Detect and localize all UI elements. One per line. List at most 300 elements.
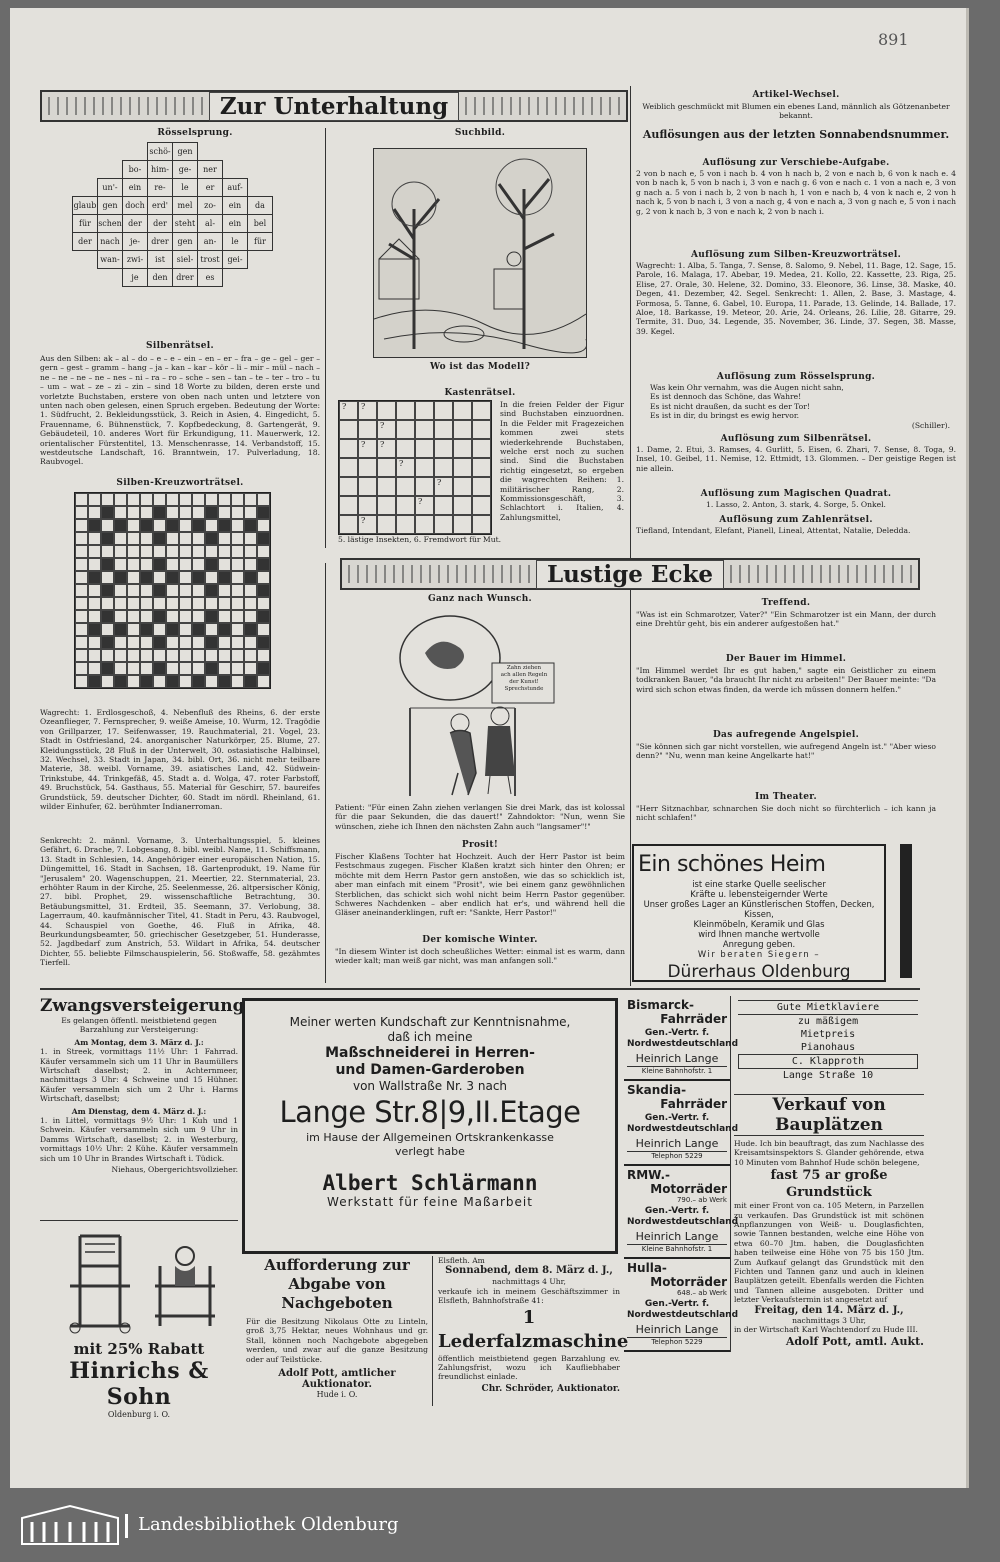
- crossword-cell: [88, 584, 101, 597]
- roessel-cell: [98, 269, 123, 287]
- kasten-cell: [472, 496, 491, 515]
- crossword-cell: [244, 675, 257, 688]
- kasten-cell: [339, 515, 358, 534]
- crossword-cell: [153, 610, 166, 623]
- crossword-cell: [153, 675, 166, 688]
- crossword-cell: [218, 662, 231, 675]
- roessel-cell: [223, 143, 248, 161]
- crossword-cell: [114, 558, 127, 571]
- crossword-cell: [257, 649, 270, 662]
- crossword-cell: [257, 584, 270, 597]
- crossword-cell: [179, 545, 192, 558]
- roessel-cell: den: [148, 269, 173, 287]
- silbenraetsel-solution-text: 1. Dame, 2. Etui, 3. Ramses, 4. Gurlitt, 5. Eisen, 6. Zhari, 7. Sense, 8. Toga, 9. Insel, 10. Geibel, 11. Nemise, 12. Ettmidt, 13. Glommen. – Der geistige Regen ist nie allein.: [636, 445, 956, 473]
- crossword-cell: [75, 675, 88, 688]
- kasten-cell: ?: [358, 515, 377, 534]
- silbenraetsel-text: Aus den Silben: ak – al – do – e – e – ein – en – er – fra – ge – gel – ger – gern – gest – gramm – hang – ja – kan – kar – kör – li – mir – mül – nach – ne – ne – ne – ne – nes – ni – ra – ro – sche – sen – tan – te – ter – tro – tu – um – wat – ze – zi – zin – sind 18 Worte zu bilden, deren erste und vorletzte Buchstaben, erstere von oben nach unten und letztere von unten nach oben gelesen, einen Spruch ergeben. Bedeutung der Worte: 1. Südfrucht, 2. Bekleidungsstück, 3. Reich in Asien, 4. Eingedicht, 5. Frauenname, 6. Bühnenstück, 7. Kopfbedeckung, 8. Gartengerät, 9. Gebäudeteil, 10. anderes Wort für Erkundigung, 11. Mauerwerk, 12. orientalischer Fürstentitel, 13. Menschenrasse, 14. Verbandstoff, 15. westdeutsche Landschaft, 16. Branntwein, 17. Pulverladung, 18. Raubvogel.: [40, 354, 320, 467]
- crossword-cell: [179, 662, 192, 675]
- crossword-cell: [101, 649, 114, 662]
- roessel-cell: le: [173, 179, 198, 197]
- crossword-cell: [231, 623, 244, 636]
- crossword-cell: [257, 597, 270, 610]
- crossword-cell: [205, 649, 218, 662]
- crossword-cell: [153, 558, 166, 571]
- kasten-cell: [358, 420, 377, 439]
- roessel-cell: ge-: [173, 161, 198, 179]
- crossword-cell: [257, 636, 270, 649]
- kasten-cell: [415, 420, 434, 439]
- crossword-cell: [127, 545, 140, 558]
- crossword-cell: [114, 610, 127, 623]
- bauplatz-big: fast 75 ar große Grundstück: [770, 1168, 888, 1201]
- kasten-cell: [339, 496, 358, 515]
- roessel-cell: schö-: [148, 143, 173, 161]
- crossword-cell: [257, 623, 270, 636]
- crossword-cell: [166, 584, 179, 597]
- zahlen-solution-title: Auflösung zum Zahlenrätsel.: [719, 515, 873, 525]
- crossword-cell: [114, 623, 127, 636]
- poem-line: Was kein Ohr vernahm, was die Augen nicht sahn,: [650, 383, 844, 392]
- crossword-cell: [140, 558, 153, 571]
- roessel-cell: nach: [98, 233, 123, 251]
- schlaermann-from: von Wallstraße Nr. 3 nach: [352, 1079, 508, 1093]
- crossword-cell: [244, 532, 257, 545]
- lange-ad-firm: Heinrich Lange: [635, 1323, 719, 1336]
- winter-text: "In diesem Winter ist doch scheußliches Wetter: einmal ist es warm, dann wieder kalt; man weiß gar nicht, was man anfangen soll.": [335, 947, 625, 966]
- crossword-cell: [205, 545, 218, 558]
- heim-body: [634, 879, 884, 959]
- kasten-cell: [434, 515, 453, 534]
- kasten-cell: [453, 420, 472, 439]
- poem-line: Es ist nicht draußen, da sucht es der Tor!: [650, 401, 810, 411]
- roessel-cell: gen: [173, 233, 198, 251]
- page-number: 891: [878, 30, 909, 49]
- crossword-cell: [257, 493, 270, 506]
- crossword-cell: [244, 558, 257, 571]
- crossword-cell: [257, 532, 270, 545]
- crossword-cell: [75, 649, 88, 662]
- verschiebe-text: 2 von b nach e, 5 von i nach b. 4 von h nach b, 2 von e nach b, 6 von k nach e. 4 von b nach k, 5 von b nach i, 3 von e nach g. 6 von e nach c. 1 von a nach e, 3 von g nach a. 5 von i nach b, 2 von b nach h, 1 von e nach b, 4 von k nach e, 2 von h nach k, 5 von b nach i, 3 von a nach g, 4 von e nach a, 3 von g nach e, 5 von i nach g, 2 von k nach b, 3 von e nach k, 2 von b nach i.: [636, 169, 956, 216]
- kasten-cell: [472, 515, 491, 534]
- crossword-cell: [127, 506, 140, 519]
- bauplatz-date: Freitag, den 14. März d. J.,: [754, 1304, 904, 1316]
- theater-title: Im Theater.: [755, 792, 817, 802]
- heim-line: wird Ihnen manche wertvolle: [698, 929, 820, 939]
- crossword-cell: [166, 623, 179, 636]
- kasten-cell: [377, 401, 396, 420]
- lederfalz-date: Sonnabend, dem 8. März d. J.,: [445, 1265, 613, 1277]
- crossword-cell: [257, 558, 270, 571]
- section-rule: [40, 988, 920, 990]
- crossword-cell: [179, 623, 192, 636]
- kasten-cell: [339, 477, 358, 496]
- crossword-cell: [101, 610, 114, 623]
- ganz-text: Patient: "Für einen Zahn ziehen verlangen Sie drei Mark, das ist kolossal für die paar Sekunden, die das dauert!" Zahndoktor: "Nun, wenn Sie wünschen, ziehe ich Ihnen den nächsten Zahn auch "langsamer"!": [335, 803, 625, 831]
- crossword-cell: [218, 675, 231, 688]
- roessel-cell: trost: [198, 251, 223, 269]
- zwang-ad: [40, 996, 245, 1175]
- crossword-cell: [101, 545, 114, 558]
- crossword-cell: [244, 519, 257, 532]
- kreuzwort-waagerecht: Wagrecht: 1. Erdlosgeschoß, 4. Nebenfluß des Rheins, 6. der erste Ozeanflieger, 7. Fernsprecher, 9. weiße Ameise, 10. Wurm, 12. Tragödie von Grillparzer, 17. Seifenwasser, 19. Rauchmaterial, 21. Vogel, 23. Stadt in Ostfriesland, 24. anorganischer Naturkörper, 25. Blume, 27. Kleidungsstück, 28 Fluß in der Unterwelt, 30. ostasiatische Halbinsel, 32. Wechsel, 33. Stadt in Japan, 34. bibl. Ort, 36. nicht mehr teilbare Materie, 38. weibl. Vorname, 39. asiatisches Land, 42. Südwein-Trinkstube, 44. Trinkgefäß, 45. Stadt a. d. Wolga, 47. roter Farbstoff, 49. Bruchstück, 54. Gasthaus, 55. Material für Geschirr, 57. baureifes Grundstück, 59. deutscher Dichter, 60. Stadt im nördl. Rheinland, 61. wilder Einhufer, 62. berühmter Indianerroman.: [40, 708, 320, 812]
- crossword-cell: [127, 623, 140, 636]
- crossword-cell: [75, 519, 88, 532]
- schlaermann-ad: [242, 998, 618, 1254]
- crossword-cell: [192, 675, 205, 688]
- crossword-cell: [75, 636, 88, 649]
- lange-ad-addr: Kleine Bahnhofstr. 1: [627, 1066, 727, 1076]
- crossword-cell: [153, 662, 166, 675]
- crossword-cell: [88, 675, 101, 688]
- sign-line: der Kunst!: [509, 679, 539, 685]
- artikel-text: Weiblich geschmückt mit Blumen ein ebenes Land, männlich als Götzenanbeter bekannt.: [642, 102, 950, 121]
- schlaermann-name: Albert Schlärmann: [322, 1171, 538, 1195]
- sign-line: ach allen Regeln: [500, 672, 548, 678]
- lange-ad-addr: Kleine Bahnhofstr. 1: [627, 1244, 727, 1254]
- library-building-icon: [20, 1504, 120, 1546]
- crossword-cell: [127, 610, 140, 623]
- lange-ad-price: 790.– ab Werk: [676, 1196, 727, 1204]
- crossword-cell: [127, 597, 140, 610]
- kasten-cell: [453, 401, 472, 420]
- crossword-cell: [179, 597, 192, 610]
- heim-line: ist eine starke Quelle seelischer: [692, 879, 826, 889]
- kreuzwort-grid: [74, 492, 271, 689]
- crossword-cell: [153, 623, 166, 636]
- crossword-cell: [231, 532, 244, 545]
- crossword-cell: [192, 597, 205, 610]
- lange-ad-vert: Gen.-Vertr. f. Nordwestdeutschland: [627, 1028, 739, 1049]
- crossword-cell: [88, 519, 101, 532]
- crossword-cell: [140, 636, 153, 649]
- crossword-cell: [205, 610, 218, 623]
- lange-ad-vert: Gen.-Vertr. f. Nordwestdeutschland: [627, 1113, 739, 1134]
- kasten-cell: ?: [377, 439, 396, 458]
- roessel-cell: wan-: [98, 251, 123, 269]
- crossword-cell: [101, 675, 114, 688]
- unterhaltung-title: Zur Unterhaltung: [209, 92, 459, 121]
- crossword-cell: [231, 571, 244, 584]
- crossword-cell: [140, 597, 153, 610]
- roessel-cell: [98, 143, 123, 161]
- silben-kreuzwort-title: Silben-Kreuzworträtsel.: [116, 478, 244, 488]
- roessel-cell: [248, 161, 273, 179]
- crossword-cell: [140, 506, 153, 519]
- crossword-cell: [218, 506, 231, 519]
- heim-firm: Dürerhaus Oldenburg: [667, 962, 851, 982]
- artikel-title: Artikel-Wechsel.: [752, 90, 840, 100]
- crossword-cell: [179, 558, 192, 571]
- crossword-cell: [192, 662, 205, 675]
- roessel-cell: [73, 143, 98, 161]
- roessel-cell: re-: [148, 179, 173, 197]
- crossword-cell: [192, 571, 205, 584]
- crossword-cell: [218, 532, 231, 545]
- cartoon-sign: [494, 665, 554, 693]
- crossword-cell: [231, 662, 244, 675]
- crossword-cell: [218, 558, 231, 571]
- heim-line: Kleinmöbeln, Keramik und Glas: [693, 919, 825, 929]
- roessel-row: [73, 251, 273, 269]
- klapproth-addr: Lange Straße 10: [782, 1070, 874, 1081]
- lange-ad-firm: Heinrich Lange: [635, 1230, 719, 1243]
- aufforderung-city: Hude i. O.: [316, 1390, 358, 1400]
- crossword-cell: [140, 532, 153, 545]
- crossword-cell: [88, 623, 101, 636]
- lederfalz-text2: öffentlich meistbietend gegen Barzahlung ev. Zahlungsfrist, wozu ich Kaufliebhaber freundlichst einlade.: [438, 1353, 620, 1382]
- silbenkreuz-solution-title: Auflösung zum Silben-Kreuzworträtsel.: [690, 250, 902, 260]
- roessel-cell: gen: [98, 197, 123, 215]
- crossword-cell: [88, 610, 101, 623]
- bauplatz-ad: [734, 1094, 924, 1348]
- zahlen-solution-text: Tiefland, Intendant, Elefant, Pianell, Lineal, Attentat, Natalie, Deledda.: [636, 526, 911, 535]
- aufforderung-ad: [242, 1256, 433, 1406]
- crossword-cell: [244, 597, 257, 610]
- roessel-cell: [123, 143, 148, 161]
- lange-ad-firm: Heinrich Lange: [635, 1052, 719, 1065]
- kasten-cell: [472, 458, 491, 477]
- crossword-cell: [153, 545, 166, 558]
- column-rule: [325, 128, 326, 548]
- crossword-cell: [231, 506, 244, 519]
- crossword-cell: [88, 662, 101, 675]
- lange-ad-block: [624, 1166, 739, 1259]
- roessel-cell: [73, 179, 98, 197]
- crossword-cell: [205, 519, 218, 532]
- poem-line: Es ist in dir, du bringst es ewig hervor.: [650, 411, 800, 421]
- klapproth-line: Pianohaus: [800, 1042, 856, 1053]
- roessel-cell: je: [123, 269, 148, 287]
- roessel-cell: erd': [148, 197, 173, 215]
- crossword-cell: [244, 571, 257, 584]
- crossword-cell: [166, 545, 179, 558]
- kasten-cell: [377, 477, 396, 496]
- crossword-cell: [205, 662, 218, 675]
- hinrichs-firm: Hinrichs & Sohn: [69, 1358, 209, 1410]
- kasten-cell: [453, 458, 472, 477]
- crossword-cell: [257, 519, 270, 532]
- roessel-cell: mel: [173, 197, 198, 215]
- crossword-cell: [218, 493, 231, 506]
- zwang-day2: Am Dienstag, dem 4. März d. J.:: [71, 1106, 207, 1116]
- crossword-cell: [218, 597, 231, 610]
- lederfalz-head: Elsfleth. Am: [438, 1256, 485, 1265]
- kasten-cell: [377, 496, 396, 515]
- roessel-cell: er: [198, 179, 223, 197]
- kasten-cell: [472, 477, 491, 496]
- crossword-cell: [244, 623, 257, 636]
- roesselsprung-grid: [72, 142, 273, 287]
- lederfalz-time: nachmittags 4 Uhr,: [492, 1277, 566, 1287]
- lange-ad-sub: Fahrräder: [660, 1012, 727, 1026]
- crossword-cell: [140, 610, 153, 623]
- crossword-cell: [101, 493, 114, 506]
- crossword-cell: [88, 545, 101, 558]
- crossword-cell: [179, 571, 192, 584]
- crossword-cell: [179, 675, 192, 688]
- quadrat-solution-text: 1. Lasso, 2. Anton, 3. stark, 4. Sorge, 5. Onkel.: [706, 500, 886, 509]
- kasten-cell: [396, 439, 415, 458]
- crossword-cell: [218, 545, 231, 558]
- crossword-cell: [205, 636, 218, 649]
- roesselsprung-title: Rösselsprung.: [157, 128, 233, 138]
- crossword-cell: [244, 662, 257, 675]
- crossword-cell: [166, 493, 179, 506]
- crossword-cell: [75, 597, 88, 610]
- crossword-cell: [257, 506, 270, 519]
- crossword-cell: [179, 519, 192, 532]
- crossword-cell: [114, 649, 127, 662]
- schlaermann-bold: [245, 1045, 615, 1079]
- roessel-cell: [248, 269, 273, 287]
- crossword-cell: [205, 493, 218, 506]
- column-rule: [325, 563, 326, 983]
- unterhaltung-banner: [40, 90, 628, 122]
- kasten-cell: [377, 515, 396, 534]
- lederfalz-ad: [438, 1256, 629, 1394]
- crossword-cell: [192, 558, 205, 571]
- roessel-cell: gei-: [223, 251, 248, 269]
- crossword-cell: [140, 662, 153, 675]
- lustige-ecke-title: Lustige Ecke: [536, 560, 724, 589]
- kasten-cell: [396, 477, 415, 496]
- suchbild-title: Suchbild.: [454, 128, 506, 138]
- angelspiel-title: Das aufregende Angelspiel.: [712, 730, 860, 740]
- roessel-cell: him-: [148, 161, 173, 179]
- crossword-cell: [114, 597, 127, 610]
- crossword-cell: [192, 610, 205, 623]
- prosit-title: Prosit!: [461, 840, 499, 850]
- crossword-cell: [153, 532, 166, 545]
- library-name: Landesbibliothek Oldenburg: [138, 1514, 399, 1535]
- roessel-cell: ner: [198, 161, 223, 179]
- aufloesungen-title: Auflösungen aus der letzten Sonnabendsnummer.: [642, 128, 950, 141]
- kasten-cell: [453, 496, 472, 515]
- crossword-cell: [205, 597, 218, 610]
- crossword-cell: [140, 649, 153, 662]
- roessel-row: [73, 161, 273, 179]
- crossword-cell: [140, 571, 153, 584]
- crossword-cell: [166, 558, 179, 571]
- crossword-cell: [166, 506, 179, 519]
- bold-line: und Damen-Garderoben: [335, 1062, 525, 1078]
- crossword-cell: [153, 597, 166, 610]
- klapproth-ad: [738, 1000, 918, 1082]
- crossword-cell: [231, 649, 244, 662]
- crossword-cell: [101, 506, 114, 519]
- lange-ad-vert: Gen.-Vertr. f. Nordwestdeutschland: [627, 1206, 739, 1227]
- klapproth-line: Mietpreis: [800, 1029, 856, 1040]
- crossword-cell: [153, 636, 166, 649]
- lustige-ecke-banner: [340, 558, 920, 590]
- cartoon-drawing: [390, 608, 560, 796]
- kasten-cell: [339, 458, 358, 477]
- roessel-cell: [73, 269, 98, 287]
- roessel-cell: drer: [173, 269, 198, 287]
- crossword-cell: [88, 532, 101, 545]
- kasten-cell: [434, 439, 453, 458]
- ganz-title: Ganz nach Wunsch.: [428, 594, 532, 604]
- kasten-cell: [453, 515, 472, 534]
- heim-ad-bar: [900, 844, 912, 978]
- kasten-cell: ?: [358, 401, 377, 420]
- crossword-cell: [140, 493, 153, 506]
- poem-author: (Schiller).: [911, 420, 950, 430]
- zwang-items1: 1. in Streek, vormittags 11½ Uhr: 1 Fahrrad. Käufer versammeln sich um 11 Uhr in Baumüllers Wirtschaft daselbst; 2. in Achternmeer, nachmittags 3 Uhr: 4 Schweine und 15 Hühner. Käufer versammeln sich um 2 Uhr i. Harms Wirtschaft, daselbst;: [40, 1047, 238, 1104]
- lederfalz-sign: Chr. Schröder, Auktionator.: [481, 1383, 620, 1394]
- kasten-cell: [453, 477, 472, 496]
- crossword-cell: [231, 675, 244, 688]
- lange-ad-title: Bismarck-: [627, 998, 694, 1012]
- poem-line: Es ist dennoch das Schöne, das Wahre!: [650, 392, 802, 402]
- schlaermann-house: [245, 1131, 615, 1159]
- crossword-cell: [192, 545, 205, 558]
- roessel-row: [73, 269, 273, 287]
- crossword-cell: [231, 545, 244, 558]
- crossword-cell: [218, 649, 231, 662]
- roessel-cell: glaub: [73, 197, 98, 215]
- kasten-cell: [339, 420, 358, 439]
- crossword-cell: [101, 519, 114, 532]
- lange-ad-price: 648.– ab Werk: [676, 1289, 727, 1297]
- crossword-cell: [101, 636, 114, 649]
- crossword-cell: [231, 558, 244, 571]
- crossword-cell: [192, 493, 205, 506]
- roessel-cell: ist: [148, 251, 173, 269]
- crossword-cell: [140, 584, 153, 597]
- ad-rule: [40, 1220, 238, 1221]
- roessel-cell: steht: [173, 215, 198, 233]
- zwang-day1: Am Montag, dem 3. März d. J.:: [74, 1037, 204, 1047]
- prosit-text: Fischer Klaßens Tochter hat Hochzeit. Auch der Herr Pastor ist beim Festschmaus zugegen. Fischer Klaßen kratzt sich hinter den Ohren; er möchte mit dem Herrn Pastor gern anstoßen, wie das so schicklich ist, aber man einfach mit einem "Prosit", wie bei einem ganz gewöhnlichen Sterblichen, das schickt sich wohl nicht beim Herrn Pastor gegenüber. Schweres Nachdenken – aber endlich hat er's, und während hell die Gläser aneinanderklingen, ruft er: "Sankte, Herr Pastor!": [335, 852, 625, 918]
- zwang-items2: 1. in Littel, vormittags 9½ Uhr: 1 Kuh und 1 Schwein. Käufer versammeln sich um 9 Uhr in Damms Wirtschaft, daselbst; 2. in Westerburg, vormittags 10½ Uhr: 2 Kühe. Käufer versammeln sich um 10 Uhr in Brandes Wirtschaft i. Tüdick.: [40, 1116, 238, 1163]
- crossword-cell: [166, 597, 179, 610]
- lange-ad-block: [624, 996, 739, 1081]
- lange-ad-firm: Heinrich Lange: [635, 1137, 719, 1150]
- zwang-intro: Es gelangen öffentl. meistbietend gegen Barzahlung zur Versteigerung:: [61, 1016, 217, 1035]
- lange-ad-vert: Gen.-Vertr. f. Nordwestdeutschland: [627, 1299, 739, 1320]
- bauer-text: "Im Himmel werdet Ihr es gut haben," sagte ein Geistlicher zu einem todkranken Bauer, "da braucht Ihr nicht zu arbeiten!" Der Bauer meinte: "Da wird sich schon etwas finden, da werde ich müssen donnern helfen.": [636, 666, 936, 694]
- crossword-cell: [153, 519, 166, 532]
- roessel-row: [73, 215, 273, 233]
- lange-ad-block: [624, 1081, 739, 1166]
- crossword-cell: [205, 532, 218, 545]
- lange-ads: [624, 996, 739, 1352]
- kasten-cell: [396, 420, 415, 439]
- crossword-cell: [88, 493, 101, 506]
- crossword-cell: [192, 636, 205, 649]
- crossword-cell: [153, 584, 166, 597]
- angelspiel-text: "Sie können sich gar nicht vorstellen, wie aufregend Angeln ist." "Aber wieso denn?" "Nu, wenn man keine Angelkarte hat!": [636, 742, 936, 761]
- heim-line: Wir beraten Siegern –: [697, 949, 821, 959]
- hinrichs-rabatt: mit 25% Rabatt: [73, 1340, 205, 1358]
- kasten-grid: [338, 400, 492, 535]
- crossword-cell: [127, 662, 140, 675]
- roessel-cell: drer: [148, 233, 173, 251]
- lange-ad-block: [624, 1259, 739, 1352]
- roessel-solution-title: Auflösung zum Rösselsprung.: [716, 372, 876, 382]
- crossword-cell: [192, 532, 205, 545]
- lange-ad-sub: Motorräder: [650, 1182, 727, 1196]
- crossword-cell: [179, 584, 192, 597]
- crossword-cell: [244, 493, 257, 506]
- ganz-cartoon: [390, 608, 560, 796]
- kasten-cell: [377, 458, 396, 477]
- crossword-cell: [205, 506, 218, 519]
- crossword-cell: [88, 571, 101, 584]
- intro-line: Meiner werten Kundschaft zur Kenntnisnahme,: [289, 1015, 571, 1029]
- roessel-cell: es: [198, 269, 223, 287]
